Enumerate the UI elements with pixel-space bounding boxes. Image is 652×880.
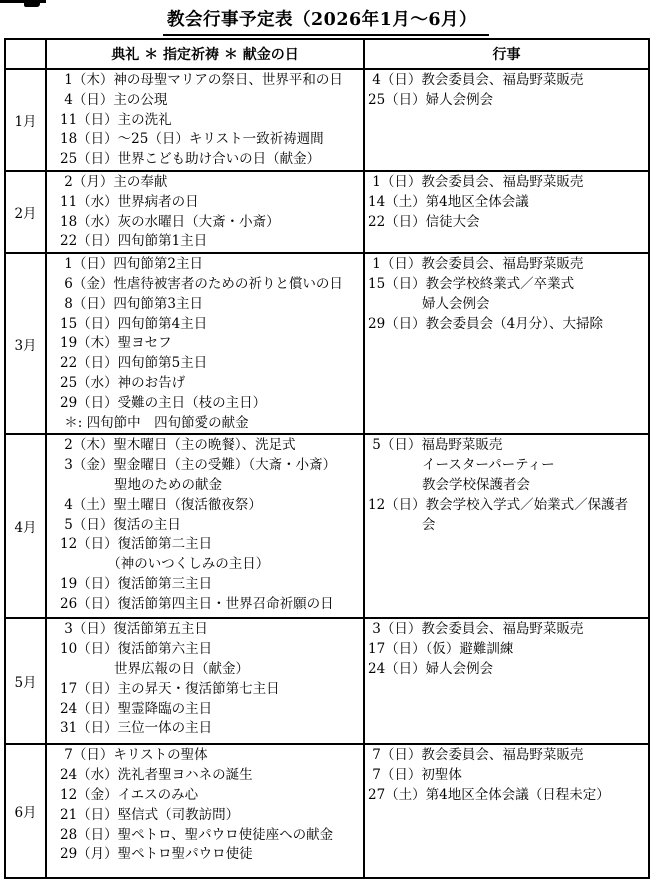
text-line: 婦人会例会 [368,295,490,312]
events-cell [364,69,649,171]
liturgy-cell [46,434,364,618]
text-line: 5（日）復活の主日 [60,516,181,533]
text-line: 29（日）教会委員会（4月分）、大掃除 [368,315,604,332]
text-line: 18（水）灰の水曜日（大斎・小斎） [60,213,280,230]
text-line: 28（日）聖ペトロ、聖パウロ使徒座への献金 [60,826,334,843]
text-line: 4（土）聖土曜日（復活徹夜祭） [60,496,262,513]
text-line: 24（水）洗礼者聖ヨハネの誕生 [60,767,253,784]
text-line: 3（金）聖金曜日（主の受難）（大斎・小斎） [60,457,337,474]
events-cell [364,744,649,878]
text-line: 19（日）復活節第三主日 [60,575,213,592]
events-header-cell: 行事 [364,39,649,69]
events-cell [364,618,649,744]
title-row [0,6,652,36]
month-cell: 3月 [5,253,46,434]
month-cell: 5月 [5,618,46,744]
text-line: 31（日）三位一体の主日 [60,720,213,737]
table-row-january [5,69,649,171]
month-cell: 6月 [5,744,46,878]
text-line: 22（日）四旬節第1主日 [60,233,208,250]
text-line: 世界広報の日（献金） [60,660,249,677]
text-line: 7（日）キリストの聖体 [60,747,208,764]
text-line: 21（日）堅信式（司教訪問） [60,806,240,823]
text-line: 22（日）四旬節第5主日 [60,355,208,372]
text-line: 15（日）四旬節第4主日 [60,315,208,332]
text-line: ＊: 四旬節中 四旬節愛の献金 [60,414,249,431]
liturgy-cell [46,618,364,744]
text-line: 会 [368,516,436,533]
text-line: 教会学校保護者会 [368,476,530,493]
text-line: 2（月）主の奉献 [60,173,168,190]
text-line: 11（水）世界病者の日 [60,193,199,210]
text-line: 3（日）教会委員会、福島野菜販売 [368,621,584,638]
text-line: 11（日）主の洗礼 [60,111,172,128]
text-line: 聖地のための献金 [60,476,222,493]
table-header-row [5,39,649,69]
text-line: 1（日）四旬節第2主日 [60,256,203,273]
text-line: イースターパーティー [368,457,555,474]
text-line: 6（金）性虐待被害者のための祈りと償いの日 [60,275,343,292]
table-row-march [5,253,649,434]
text-line: 19（木）聖ヨセフ [60,335,172,352]
text-line: 17（日）（仮）避難訓練 [368,641,514,658]
text-line: 25（水）神のお告げ [60,374,186,391]
text-line: 14（土）第4地区全体会議 [368,193,529,210]
text-line: 25（日）婦人会例会 [368,91,494,108]
text-line: 26（日）復活節第四主日・世界召命祈願の日 [60,595,334,612]
table-row-june [5,744,649,878]
text-line: 12（日）復活節第二主日 [60,536,213,553]
text-line: 8（日）四旬節第3主日 [60,295,203,312]
text-line: 5（日）福島野菜販売 [368,437,503,454]
text-line: 15（日）教会学校終業式／卒業式 [368,275,575,292]
liturgy-cell [46,171,364,253]
events-cell [364,253,649,434]
text-line: 3（日）復活節第五主日 [60,621,208,638]
liturgy-cell [46,744,364,878]
text-line: 27（土）第4地区全体会議（日程未定） [368,786,610,803]
liturgy-header-cell: 典礼 ＊ 指定祈祷 ＊ 献金の日 [46,39,364,69]
events-cell [364,434,649,618]
table-row-april [5,434,649,618]
table-row-february [5,171,649,253]
text-line: 18（日）～25（日）キリスト一致祈祷週間 [60,131,324,148]
text-line: 1（木）神の母聖マリアの祭日、世界平和の日 [60,72,343,88]
events-cell [364,171,649,253]
text-line: 4（日）主の公現 [60,91,168,108]
text-line: 1（日）教会委員会、福島野菜販売 [368,256,584,273]
text-line: 24（日）婦人会例会 [368,660,494,677]
liturgy-cell [46,69,364,171]
month-cell: 4月 [5,434,46,618]
text-line: 2（木）聖木曜日（主の晩餐）、洗足式 [60,437,296,454]
text-line: 12（日）教会学校入学式／始業式／保護者 [368,496,629,513]
month-header-cell [5,39,46,69]
schedule-table [4,38,650,879]
liturgy-cell [46,253,364,434]
text-line: 1（日）教会委員会、福島野菜販売 [368,173,584,190]
month-cell: 2月 [5,171,46,253]
text-line: 29（月）聖ペトロ聖パウロ使徒 [60,846,253,863]
text-line: 17（日）主の昇天・復活節第七主日 [60,680,280,697]
table-row-may [5,618,649,744]
text-line: 29（日）受難の主日（枝の主日） [60,394,267,411]
text-line: 12（金）イエスのみ心 [60,786,199,803]
page-title: 教会行事予定表（2026年1月～6月） [163,6,489,36]
text-line: 10（日）復活節第六主日 [60,641,213,658]
text-line: 7（日）教会委員会、福島野菜販売 [368,747,584,764]
month-cell: 1月 [5,69,46,171]
text-line: 7（日）初聖体 [368,767,462,784]
text-line: 25（日）世界こども助け合いの日（献金） [60,151,321,168]
text-line: 4（日）教会委員会、福島野菜販売 [368,72,584,88]
text-line: 22（日）信徒大会 [368,213,480,230]
text-line: 24（日）聖霊降臨の主日 [60,700,213,717]
text-line: （神のいつくしみの主日） [60,556,270,573]
